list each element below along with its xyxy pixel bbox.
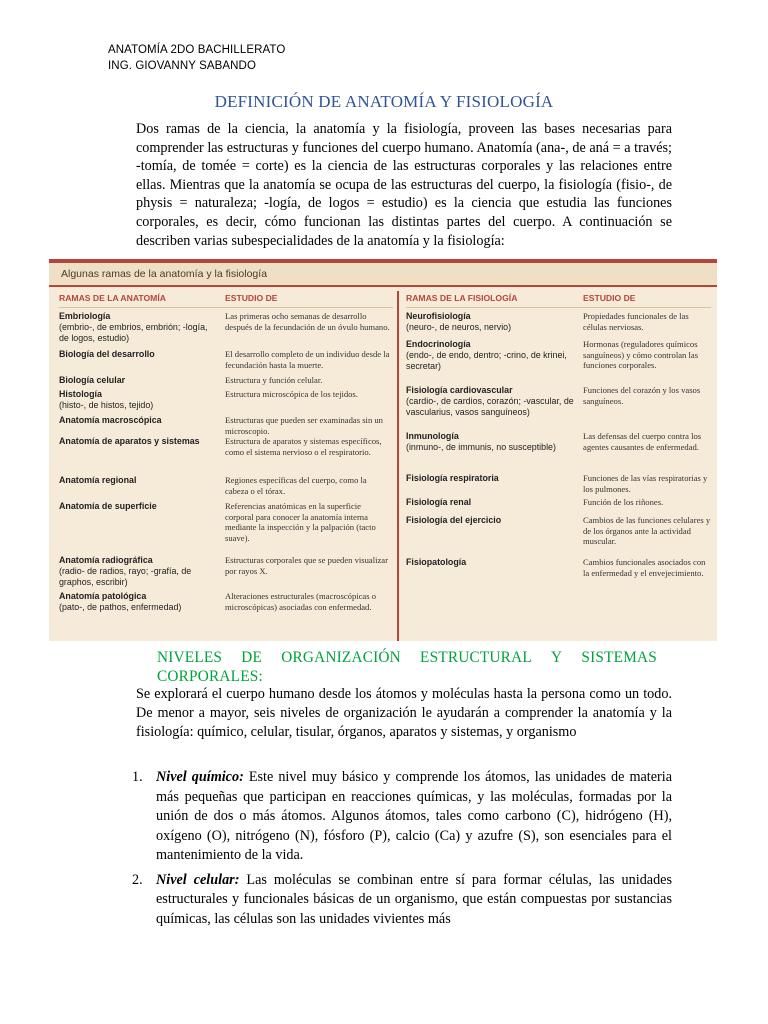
right-table-row (406, 311, 711, 337)
right-branch-name (406, 431, 574, 453)
right-branch-name (406, 385, 574, 418)
right-branch-title: Fisiología del ejercicio (406, 515, 502, 525)
anatomy-study-header: ESTUDIO DE (225, 293, 278, 303)
left-branch-description: Regiones específicas del cuerpo, como la cabeza o el tórax. (225, 475, 367, 496)
item-number: 2. (132, 871, 143, 888)
right-table-row (406, 339, 711, 383)
right-branch-etymology: (endo-, de endo, dentro; -crino, de krinei, secretar) (406, 350, 567, 371)
physiology-branches-header: RAMAS DE LA FISIOLOGÍA (406, 293, 518, 303)
section-title-word: ORGANIZACIÓN (281, 649, 401, 666)
right-branch-title: Endocrinología (406, 339, 471, 349)
section-title-word: NIVELES (157, 649, 223, 666)
header-author: ING. GIOVANNY SABANDO (108, 60, 257, 72)
item-term: Nivel químico: (156, 769, 244, 785)
left-table-row (59, 555, 393, 587)
left-branch-description: Estructura de aparatos y sistemas específicos, como el sistema nervioso o el respiratorio. (225, 436, 382, 457)
left-branch-title: Anatomía de superficie (59, 501, 157, 511)
left-table-row (59, 389, 393, 411)
left-branch-description: Estructura microscópica de los tejidos. (225, 389, 358, 399)
intro-paragraph: Dos ramas de la ciencia, la anatomía y la fisiología, proveen las bases necesarias para comprender las estructuras y funciones del cuerpo humano. Anatomía (ana-, de aná = a través; -tomía, de tomée = corte) es la ciencia de las estructuras corporales y las relaciones entre ellas. Mientras que la anatomía se ocupa de las estructuras del cuerpo, la fisiología (fisio-, de physis = naturaleza; -logía, de logos = estudio) es la ciencia que estudia las funciones corporales, es decir, cómo funcionan las distintas partes del cuerpo. A continuación se describen varias subespecialidades de la anatomía y la fisiología: (136, 121, 672, 249)
figure-columns (49, 291, 717, 641)
left-branch-description: Estructuras corporales que se pueden visualizar por rayos X. (225, 555, 388, 576)
organization-levels-list (132, 768, 672, 934)
figure-title: Algunas ramas de la anatomía y la fisiología (49, 263, 717, 287)
left-branch-title: Histología (59, 389, 102, 399)
physiology-column (406, 291, 711, 641)
right-table-row (406, 515, 711, 555)
document-header (108, 42, 285, 74)
item-term: Nivel celular: (156, 871, 240, 888)
right-branch-name (406, 473, 574, 484)
right-table-row (406, 473, 711, 495)
branches-table-figure (49, 259, 717, 641)
right-branch-description: Propiedades funcionales de las células nerviosas. (583, 311, 689, 332)
right-branch-title: Neurofisiología (406, 311, 471, 321)
left-branch-description: Las primeras ocho semanas de desarrollo después de la fecundación de un óvulo humano. (225, 311, 390, 332)
left-table-row (59, 375, 393, 387)
anatomy-column-header (59, 291, 393, 308)
right-branch-name (406, 311, 574, 333)
left-branch-title: Anatomía radiográfica (59, 555, 153, 565)
left-branch-description: Estructura y función celular. (225, 375, 323, 385)
right-branch-name (406, 515, 574, 526)
right-branch-name (406, 557, 574, 568)
left-branch-description: Referencias anatómicas en la superficie corporal para conocer la anatomía interna mediante la inspección y la palpación (tacto suave). (225, 501, 376, 543)
right-table-row (406, 431, 711, 471)
right-branch-description: Cambios funcionales asociados con la enfermedad y el envejecimiento. (583, 557, 706, 578)
physiology-column-header (406, 291, 711, 308)
left-table-row (59, 501, 393, 551)
left-table-row (59, 311, 393, 345)
right-branch-name (406, 339, 574, 372)
right-branch-etymology: (cardio-, de cardios, corazón; -vascular, de vascularius, vasos sanguíneos) (406, 396, 574, 417)
left-table-row (59, 591, 393, 631)
right-branch-name (406, 497, 574, 508)
left-branch-etymology: (pato-, de pathos, enfermedad) (59, 602, 182, 612)
left-table-row (59, 436, 393, 472)
left-branch-name (59, 311, 219, 344)
section-title-word: Y (551, 649, 563, 666)
right-branch-title: Fisiología cardiovascular (406, 385, 513, 395)
section-title-line2: CORPORALES: (157, 668, 263, 685)
right-branch-description: Las defensas del cuerpo contra los agentes causantes de enfermedad. (583, 431, 702, 452)
right-branch-title: Inmunología (406, 431, 459, 441)
left-branch-description: Estructuras que pueden ser examinadas sin un microscopio. (225, 415, 383, 436)
column-divider (397, 291, 399, 641)
left-branch-name (59, 591, 219, 613)
right-branch-description: Función de los riñones. (583, 497, 664, 507)
right-branch-description: Funciones de las vías respiratorias y los pulmones. (583, 473, 708, 494)
left-branch-name (59, 375, 219, 386)
left-branch-description: Alteraciones estructurales (macroscópicas o microscópicas) asociadas con enfermedad. (225, 591, 377, 612)
left-branch-etymology: (embrio-, de embrios, embrión; -logía, de logos, estudio) (59, 322, 208, 343)
left-branch-name (59, 389, 219, 411)
header-course: ANATOMÍA 2DO BACHILLERATO (108, 44, 286, 56)
left-branch-title: Biología del desarrollo (59, 349, 155, 359)
right-branch-description: Hormonas (reguladores químicos sanguíneos) y cómo controlan las funciones corporales. (583, 339, 699, 371)
left-branch-name (59, 501, 219, 512)
item-text: Las moléculas se combinan entre sí para formar células, las unidades estructurales y funcionales básicas de un organismo, que están compuestas por sustancias químicas, las células son las unidades vivientes más (156, 871, 672, 927)
section-title-word: SISTEMAS (581, 649, 657, 666)
right-table-row (406, 497, 711, 513)
organization-level-item (132, 768, 672, 866)
left-branch-title: Anatomía de aparatos y sistemas (59, 436, 200, 446)
section-title-word: DE (241, 649, 263, 666)
left-branch-name (59, 475, 219, 486)
left-branch-description: El desarrollo completo de un individuo desde la fecundación hasta la muerte. (225, 349, 390, 370)
organization-level-item (132, 871, 672, 930)
right-table-row (406, 385, 711, 429)
left-branch-name (59, 349, 219, 360)
section-title-line1 (157, 648, 657, 667)
right-branch-etymology: (inmuno-, de immunis, no susceptible) (406, 442, 556, 452)
left-branch-title: Embriología (59, 311, 111, 321)
right-branch-description: Cambios de las funciones celulares y de los órganos ante la actividad muscular. (583, 515, 711, 547)
right-branch-etymology: (neuro-, de neuros, nervio) (406, 322, 512, 332)
left-branch-name (59, 555, 219, 588)
left-branch-name (59, 415, 219, 426)
page-title: DEFINICIÓN DE ANATOMÍA Y FISIOLOGÍA (214, 92, 554, 111)
section-intro-paragraph: Se explorará el cuerpo humano desde los átomos y moléculas hasta la persona como un todo. De menor a mayor, seis niveles de organización le ayudarán a comprender la anatomía y la fisiología: químico, celular, tisular, órganos, aparatos y sistemas, y organismo (136, 686, 672, 740)
anatomy-branches-header: RAMAS DE LA ANATOMÍA (59, 293, 166, 303)
left-branch-title: Anatomía macroscópica (59, 415, 162, 425)
right-branch-title: Fisiología respiratoria (406, 473, 499, 483)
section-title (157, 648, 657, 686)
left-branch-name (59, 436, 219, 447)
item-number: 1. (132, 769, 143, 785)
section-title-word: ESTRUCTURAL (420, 649, 532, 666)
right-branch-title: Fisiología renal (406, 497, 472, 507)
item-text: Este nivel muy básico y comprende los átomos, las unidades de materia más pequeñas que participan en reacciones químicas, y las moléculas, formadas por la unión de dos o más átomos. Algunos átomos, tales como carbono (C), hidrógeno (H), oxígeno (O), nitrógeno (N), fósforo (P), calcio (Ca) y azufre (S), son esenciales para el mantenimiento de la vida. (156, 769, 672, 863)
left-branch-title: Anatomía regional (59, 475, 137, 485)
left-branch-etymology: (histo-, de histos, tejido) (59, 400, 154, 410)
right-branch-title: Fisiopatología (406, 557, 467, 567)
left-branch-title: Biología celular (59, 375, 126, 385)
right-branch-description: Funciones del corazón y los vasos sanguíneos. (583, 385, 701, 406)
physiology-study-header: ESTUDIO DE (583, 293, 636, 303)
anatomy-column (59, 291, 393, 641)
left-branch-title: Anatomía patológica (59, 591, 147, 601)
left-table-row (59, 415, 393, 435)
left-branch-etymology: (radio- de radios, rayo; -grafía, de graphos, escribir) (59, 566, 192, 587)
left-table-row (59, 349, 393, 371)
left-table-row (59, 475, 393, 499)
right-table-row (406, 557, 711, 597)
